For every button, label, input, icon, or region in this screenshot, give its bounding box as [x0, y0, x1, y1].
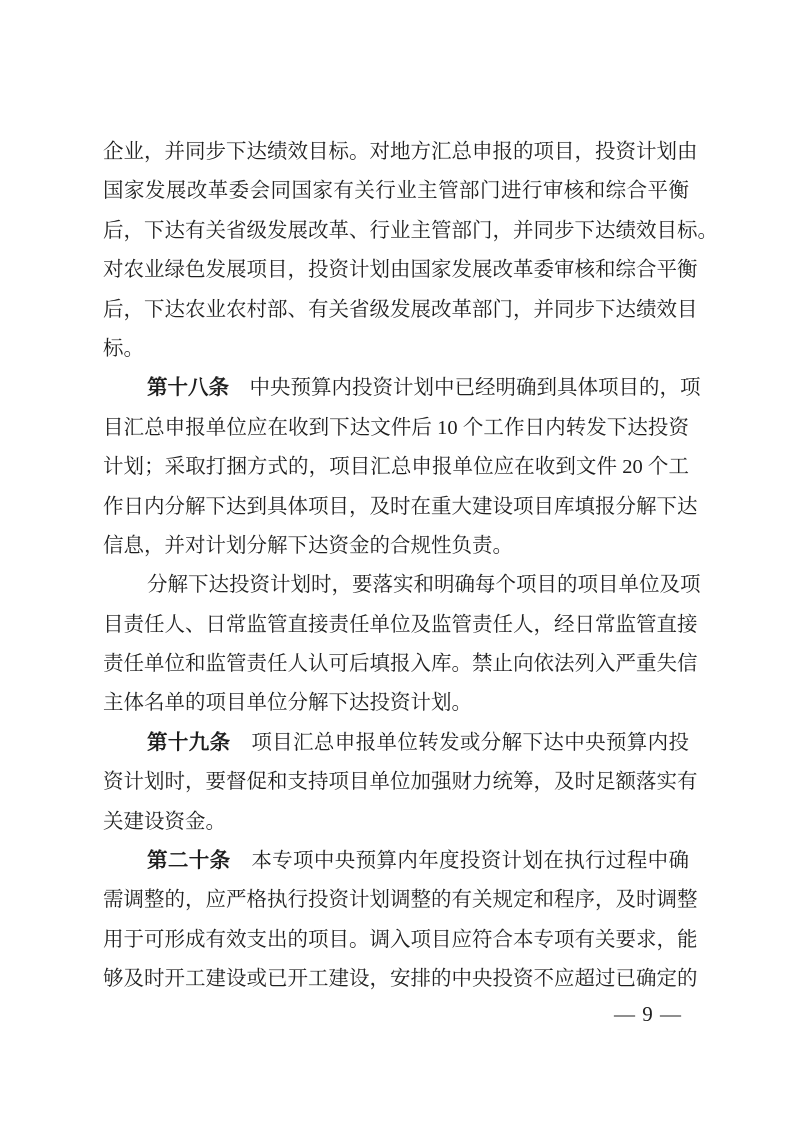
text-line	[103, 921, 698, 960]
text-line	[103, 448, 689, 487]
line-text: 资计划时，要督促和支持项目单位加强财力统筹，及时足额落实有	[103, 771, 698, 794]
text-line	[103, 212, 718, 251]
line-text: 作日内分解下达到具体项目，及时在重大建设项目库填报分解下达	[103, 495, 698, 518]
text-line	[103, 566, 701, 605]
text-line	[103, 291, 698, 330]
line-text: 分解下达投资计划时，要落实和明确每个项目的项目单位及项	[147, 574, 701, 597]
text-line	[103, 881, 698, 920]
line-text: 关建设资金。	[103, 810, 226, 833]
line-text: 企业，并同步下达绩效目标。对地方汇总申报的项目，投资计划由	[103, 141, 698, 163]
line-text: 用于可形成有效支出的项目。调入项目应符合本专项有关要求，能	[103, 928, 698, 951]
text-line	[103, 803, 689, 842]
document-body	[103, 133, 718, 1000]
line-text: 够及时开工建设或已开工建设，安排的中央投资不应超过已确定的	[103, 968, 698, 991]
text-line	[103, 409, 689, 448]
line-text: 对农业绿色发展项目，投资计划由国家发展改革委审核和综合平衡	[103, 259, 698, 282]
line-text: 本专项中央预算内年度投资计划在执行过程中确	[230, 850, 690, 873]
line-text: 项目汇总申报单位转发或分解下达中央预算内投	[230, 731, 690, 754]
text-line	[103, 369, 701, 408]
text-line	[103, 684, 689, 723]
article-heading: 第十八条	[147, 377, 229, 400]
line-text: 标。	[103, 337, 144, 360]
text-line	[103, 763, 698, 802]
page-number: — 9 —	[614, 1002, 682, 1026]
line-text: 后，下达农业农村部、有关省级发展改革部门，并同步下达绩效目	[103, 298, 698, 321]
line-text: 中央预算内投资计划中已经明确到具体项目的，项	[229, 377, 701, 400]
article-heading: 第十九条	[147, 731, 231, 754]
text-line	[103, 251, 698, 290]
line-text: 计划；采取打捆方式的，项目汇总申报单位应在收到文件 20 个工	[103, 456, 689, 479]
line-text: 目责任人、日常监管直接责任单位及监管责任人，经日常监管直接	[103, 613, 698, 636]
line-text: 需调整的，应严格执行投资计划调整的有关规定和程序，及时调整	[103, 889, 698, 912]
article-heading: 第二十条	[147, 850, 231, 873]
text-line	[103, 330, 689, 369]
line-text: 信息，并对计划分解下达资金的合规性负责。	[103, 534, 513, 557]
line-text: 目汇总申报单位应在收到下达文件后 10 个工作日内转发下达投资	[103, 416, 689, 439]
line-text: 主体名单的项目单位分解下达投资计划。	[103, 692, 472, 715]
line-text: 后，下达有关省级发展改革、行业主管部门，并同步下达绩效目标。	[103, 219, 718, 242]
line-text: 国家发展改革委会同国家有关行业主管部门进行审核和综合平衡	[103, 180, 689, 203]
text-line	[103, 724, 689, 763]
text-line	[103, 960, 698, 999]
text-line	[103, 645, 698, 684]
text-line	[103, 606, 698, 645]
text-line	[103, 133, 698, 172]
text-line	[103, 842, 689, 881]
text-line	[103, 172, 689, 211]
line-text: 责任单位和监管责任人认可后填报入库。禁止向依法列入严重失信	[103, 653, 698, 676]
text-line	[103, 527, 689, 566]
text-line	[103, 488, 698, 527]
